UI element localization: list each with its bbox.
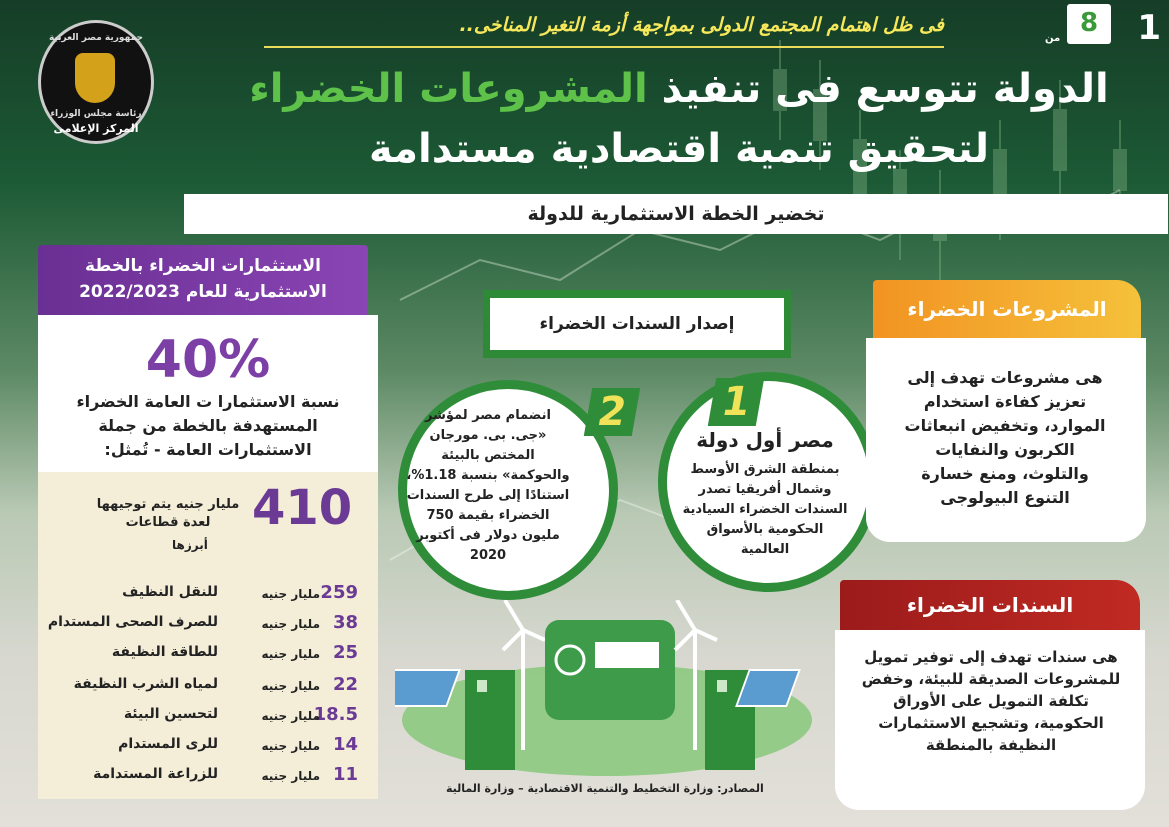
left-panel-header-line2: الاستثمارية للعام 2022/2023 (79, 282, 327, 302)
sector-unit: مليار جنيه (261, 769, 320, 783)
list-item (60, 642, 360, 670)
sector-unit: مليار جنيه (261, 739, 320, 753)
green-bonds-header: السندات الخضراء (840, 580, 1140, 630)
sector-value: 11 (332, 764, 358, 785)
sector-value: 22 (332, 674, 358, 695)
sector-unit: مليار جنيه (261, 587, 320, 601)
title-part1: الدولة تتوسع فى تنفيذ (647, 66, 1109, 112)
page-total: 8 (1079, 8, 1099, 38)
green-bonds-line2: للمشروعات الصديقة للبيئة، وخفض (861, 670, 1121, 688)
number-badge-2: 2 (584, 388, 640, 436)
header-subtitle: فى ظل اهتمام المجتمع الدولى بمواجهة أزمة التغير المناخى.. (459, 14, 944, 36)
green-bonds-line4: الحكومية، وتشجيع الاستثمارات (878, 714, 1104, 732)
green-projects-line3: الموارد، وتخفيض انبعاثات (904, 416, 1106, 435)
percent-description (38, 390, 378, 462)
sector-name: للزراعة المستدامة (93, 766, 218, 782)
green-projects-line1: هى مشروعات تهدف إلى (907, 368, 1103, 387)
total-text-line2: لعدة قطاعات (125, 515, 211, 530)
bond-card-icon (545, 620, 675, 720)
green-projects-line5: والتلوث، ومنع خسارة (921, 464, 1089, 483)
sector-unit: مليار جنيه (261, 647, 320, 661)
sector-value: 25 (332, 642, 358, 663)
sector-name: للصرف الصحى المستدام (47, 614, 218, 630)
building-left-icon (465, 670, 515, 770)
main-title-line1 (219, 66, 1139, 112)
left-panel-header-line1: الاستثمارات الخضراء بالخطة (85, 256, 321, 276)
circle2-line8: 2020 (469, 548, 507, 563)
green-city-illustration (395, 600, 820, 780)
total-text-line1: مليار جنيه يتم توجيهها (96, 497, 240, 512)
left-panel-header (38, 245, 368, 315)
sector-value: 38 (332, 612, 358, 633)
list-item (60, 674, 360, 702)
sector-value: 14 (332, 734, 358, 755)
circle2-line4: والحوكمة» بنسبة 1.18%، (406, 468, 570, 483)
page-of-label: من (1045, 33, 1061, 44)
circle2-text (398, 406, 578, 566)
sector-name: للنقل النظيف (122, 584, 218, 600)
circle1-line5: العالمية (740, 542, 790, 557)
green-bonds-line1: هى سندات تهدف إلى توفير تمويل (864, 648, 1118, 666)
sector-name: لمياه الشرب النظيفة (73, 676, 218, 692)
total-description (88, 496, 248, 532)
green-bonds-line5: النظيفة بالمنطقة (925, 736, 1057, 754)
circle2-line2: «جى. بى. مورجان (429, 428, 547, 443)
logo-text-top: جمهورية مصر العربية (48, 33, 144, 43)
circle2-line1: انضمام مصر لمؤشر (425, 408, 551, 423)
top-sectors-label: أبرزها (172, 538, 208, 552)
circle2-line5: استنادًا إلى طرح السندات (406, 488, 570, 503)
green-projects-line4: الكربون والنفايات (935, 440, 1075, 459)
green-bonds-line3: تكلفة التمويل على الأوراق (893, 692, 1089, 710)
list-item (60, 764, 360, 792)
eagle-emblem-icon (75, 53, 115, 103)
number-badge-1: 1 (708, 378, 764, 426)
circle2-line3: المختص بالبيئة (441, 448, 535, 463)
list-item (47, 612, 360, 640)
percent-value: 40% (145, 330, 271, 390)
sector-unit: مليار جنيه (261, 709, 320, 723)
circle1-line4: الحكومية بالأسواق (706, 522, 824, 537)
sector-value: 259 (320, 582, 358, 603)
sector-name: للطاقة النظيفة (111, 644, 218, 660)
circle1-title: مصر أول دولة (696, 428, 834, 452)
circle1-line3: السندات الخضراء السيادية (682, 502, 848, 517)
total-value: 410 (252, 480, 353, 536)
sector-name: للرى المستدام (118, 736, 218, 752)
sources-footnote: المصادر: وزارة التخطيط والتنمية الاقتصادية – وزارة المالية (446, 782, 764, 795)
circle2-line7: مليون دولار فى أكتوبر (416, 528, 560, 543)
main-title-line2: لتحقيق تنمية اقتصادية مستدامة (369, 126, 989, 172)
cabinet-media-center-logo (38, 20, 154, 144)
green-projects-line2: تعزيز كفاءة استخدام (923, 392, 1087, 411)
green-projects-header: المشروعات الخضراء (873, 280, 1141, 338)
list-item (60, 704, 360, 732)
circle1-line2: وشمال أفريقيا تصدر (698, 482, 832, 497)
percent-text-line1: نسبة الاستثمارا ت العامة الخضراء (76, 392, 340, 411)
circle1-text (660, 460, 870, 560)
green-bonds-title: إصدار السندات الخضراء (490, 298, 784, 350)
list-item (60, 582, 360, 610)
percent-text-line3: الاستثمارات العامة - تُمثل: (104, 440, 312, 459)
circle1-line1: بمنطقة الشرق الأوسط (690, 462, 840, 477)
green-projects-text (880, 366, 1130, 510)
sector-name: لتحسين البيئة (123, 706, 218, 722)
subtitle-underline (264, 46, 944, 48)
title-highlight: المشروعات الخضراء (249, 66, 648, 112)
page-number: 1 (1137, 8, 1161, 48)
page-total-box (1045, 4, 1111, 44)
list-item (60, 734, 360, 762)
section-title: تخضير الخطة الاستثمارية للدولة (184, 194, 1168, 234)
percent-text-line2: المستهدفة بالخطة من جملة (98, 416, 318, 435)
sector-unit: مليار جنيه (261, 679, 320, 693)
logo-text-mid: رئاسة مجلس الوزراء (50, 109, 142, 119)
green-bonds-text (846, 646, 1136, 756)
circle2-line6: الخضراء بقيمة 750 (426, 508, 550, 523)
sector-unit: مليار جنيه (261, 617, 320, 631)
green-projects-line6: التنوع البيولوجى (940, 488, 1070, 507)
logo-text-bottom: المركز الإعلامى (53, 122, 139, 135)
sector-value: 18.5 (313, 704, 358, 725)
